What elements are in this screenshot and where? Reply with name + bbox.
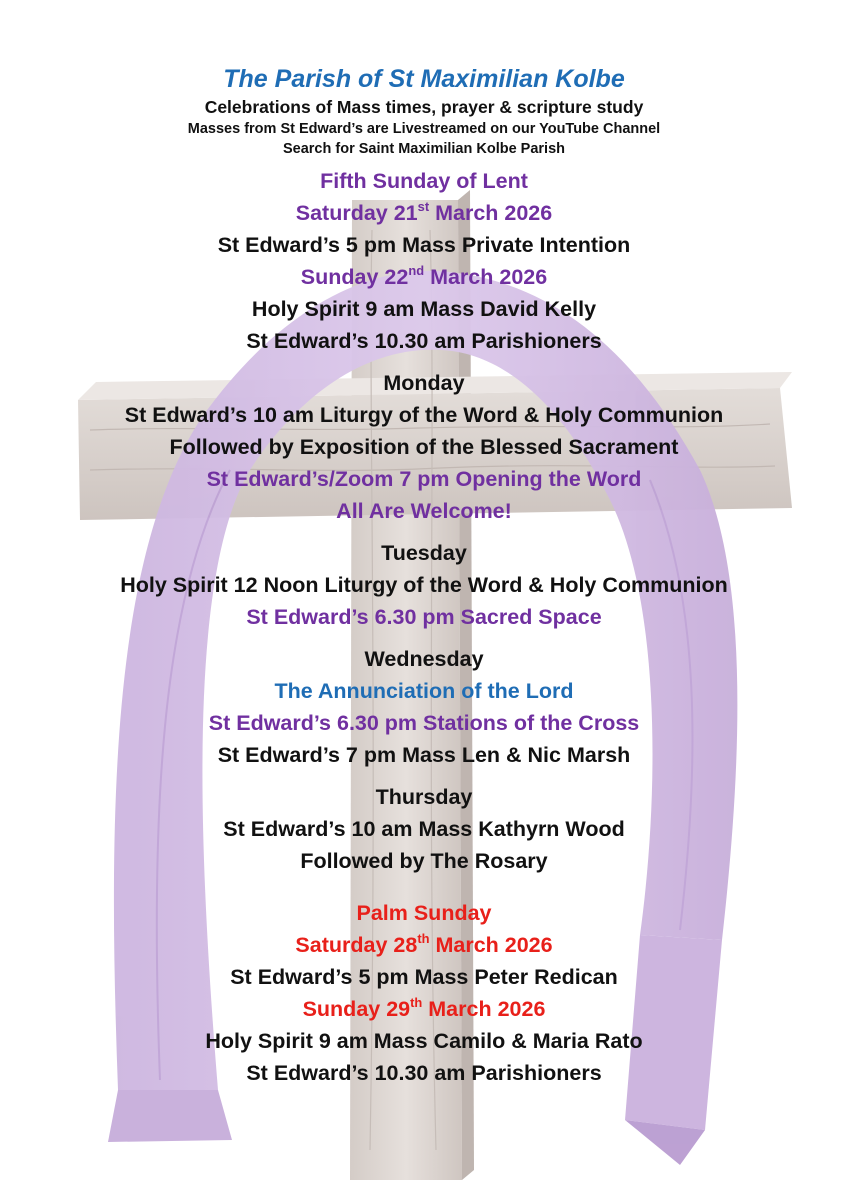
- subtitle: Celebrations of Mass times, prayer & scripture study: [204, 97, 644, 117]
- thursday-line-2: Followed by The Rosary: [300, 849, 548, 873]
- wednesday-feast: The Annunciation of the Lord: [274, 679, 574, 703]
- monday-heading: Monday: [383, 371, 465, 395]
- wednesday-line-1: St Edward’s 6.30 pm Stations of the Cross: [208, 711, 640, 735]
- monday-line-2: Followed by Exposition of the Blessed Sacrament: [169, 435, 679, 459]
- schedule-content: [0, 62, 848, 1089]
- week1-saturday-date: Saturday 21st March 2026: [295, 198, 553, 225]
- week1-sunday-mass-2: St Edward’s 10.30 am Parishioners: [246, 329, 602, 353]
- week1-heading: Fifth Sunday of Lent: [320, 169, 528, 193]
- wednesday-line-2: St Edward’s 7 pm Mass Len & Nic Marsh: [217, 743, 631, 767]
- tuesday-heading: Tuesday: [381, 541, 467, 565]
- week2-heading: Palm Sunday: [356, 901, 492, 925]
- tuesday-line-1: Holy Spirit 12 Noon Liturgy of the Word & Holy Communion: [120, 573, 728, 597]
- week2-sunday-mass-2: St Edward’s 10.30 am Parishioners: [246, 1061, 602, 1085]
- week1-saturday-mass: St Edward’s 5 pm Mass Private Intention: [217, 233, 631, 257]
- thursday-heading: Thursday: [375, 785, 473, 809]
- parish-title: The Parish of St Maximilian Kolbe: [223, 65, 625, 93]
- thursday-line-1: St Edward’s 10 am Mass Kathyrn Wood: [223, 817, 625, 841]
- wednesday-heading: Wednesday: [364, 647, 484, 671]
- monday-line-3: St Edward’s/Zoom 7 pm Opening the Word: [206, 467, 642, 491]
- search-note: Search for Saint Maximilian Kolbe Parish: [282, 141, 566, 157]
- monday-line-1: St Edward’s 10 am Liturgy of the Word & Holy Communion: [124, 403, 724, 427]
- week2-saturday-mass: St Edward’s 5 pm Mass Peter Redican: [230, 965, 618, 989]
- week1-sunday-date: Sunday 22nd March 2026: [300, 262, 548, 289]
- week1-sunday-mass-1: Holy Spirit 9 am Mass David Kelly: [251, 297, 597, 321]
- livestream-note: Masses from St Edward’s are Livestreamed on our YouTube Channel: [187, 121, 661, 137]
- tuesday-line-2: St Edward’s 6.30 pm Sacred Space: [246, 605, 602, 629]
- week2-sunday-date: Sunday 29th March 2026: [302, 994, 546, 1021]
- week2-saturday-date: Saturday 28th March 2026: [295, 930, 553, 957]
- monday-line-4: All Are Welcome!: [336, 499, 512, 523]
- week2-sunday-mass-1: Holy Spirit 9 am Mass Camilo & Maria Rato: [205, 1029, 643, 1053]
